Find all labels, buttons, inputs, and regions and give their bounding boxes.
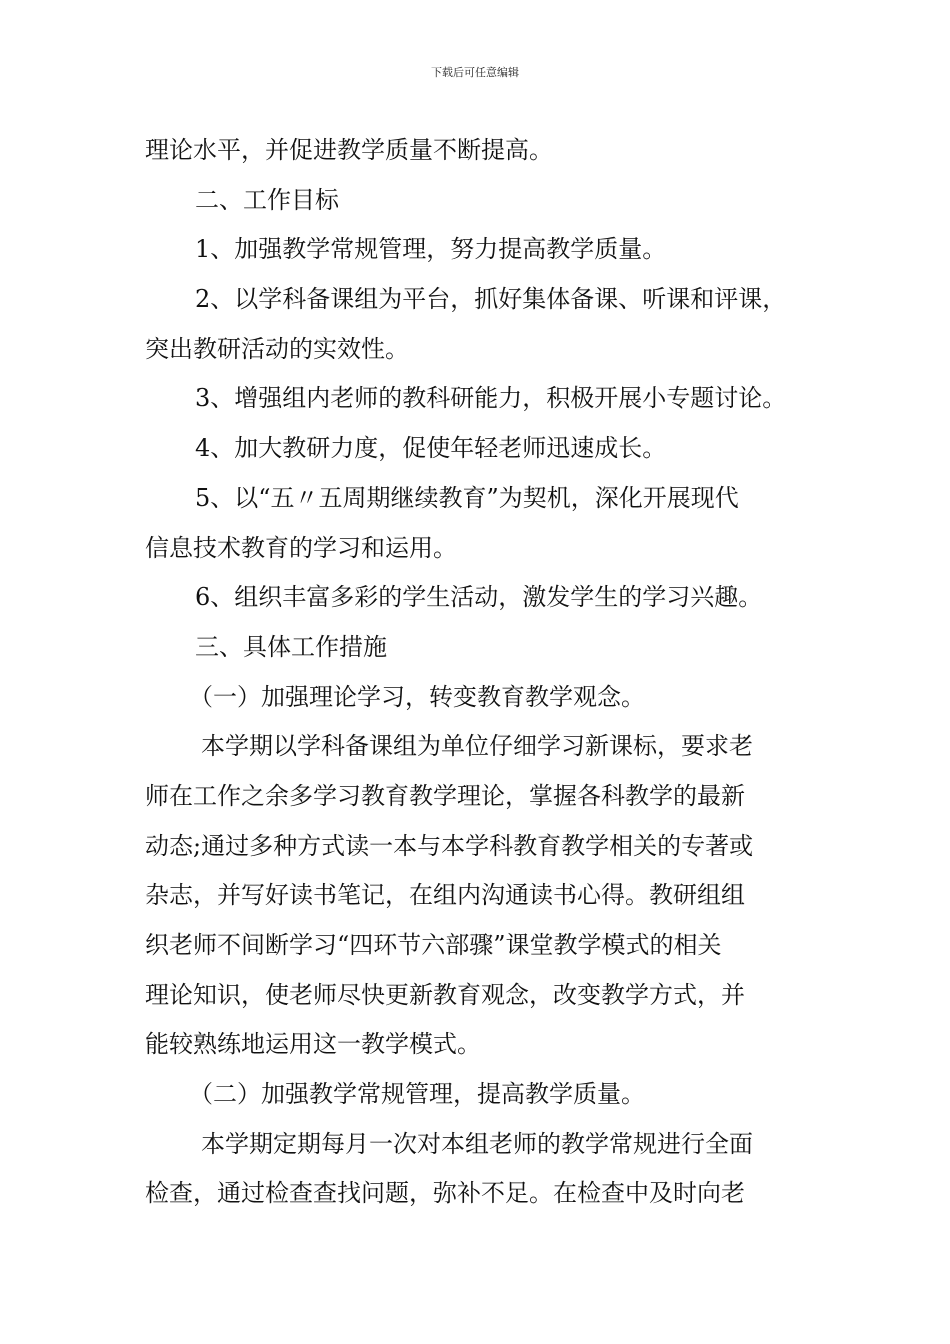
text-line: 理论水平，并促进教学质量不断提高。 [145,136,553,164]
section-heading: 二、工作目标 [195,185,339,214]
paragraph-line: 检查，通过检查查找问题，弥补不足。在检查中及时向老 [145,1179,745,1208]
text-line: 突出教研活动的实效性。 [145,334,409,363]
paragraph-line: 织老师不间断学习“四环节六部骤”课堂教学模式的相关 [145,931,722,959]
subsection-heading: （一）加强理论学习，转变教育教学观念。 [189,682,645,711]
paragraph-line: 能较熟练地运用这一教学模式。 [145,1030,481,1059]
paragraph-line: 动态;通过多种方式读一本与本学科教育教学相关的专著或 [145,831,754,860]
goal-item: 4、加大教研力度，促使年轻老师迅速成长。 [195,434,667,463]
paragraph-line: 理论知识，使老师尽快更新教育观念，改变教学方式，并 [145,980,745,1009]
section-heading: 三、具体工作措施 [195,632,387,661]
paragraph-line: 本学期以学科备课组为单位仔细学习新课标，要求老 [201,732,753,761]
paragraph-line: 本学期定期每月一次对本组老师的教学常规进行全面 [201,1129,753,1158]
goal-item: 6、组织丰富多彩的学生活动，激发学生的学习兴趣。 [195,583,763,612]
text-line: 信息技术教育的学习和运用。 [145,533,457,562]
paragraph-line: 师在工作之余多学习教育教学理论，掌握各科教学的最新 [145,781,745,810]
goal-item: 2、以学科备课组为平台，抓好集体备课、听课和评课， [195,285,787,314]
goal-item: 5、以“五〃五周期继续教育”为契机，深化开展现代 [195,483,739,512]
paragraph-line: 杂志，并写好读书笔记，在组内沟通读书心得。教研组组 [145,881,745,910]
goal-item: 1、加强教学常规管理，努力提高教学质量。 [195,235,667,264]
body-text [145,126,815,1219]
goal-item: 3、增强组内老师的教科研能力，积极开展小专题讨论。 [195,384,787,413]
page-header: 下载后可任意编辑 [431,66,519,79]
subsection-heading: （二）加强教学常规管理，提高教学质量。 [189,1080,645,1109]
